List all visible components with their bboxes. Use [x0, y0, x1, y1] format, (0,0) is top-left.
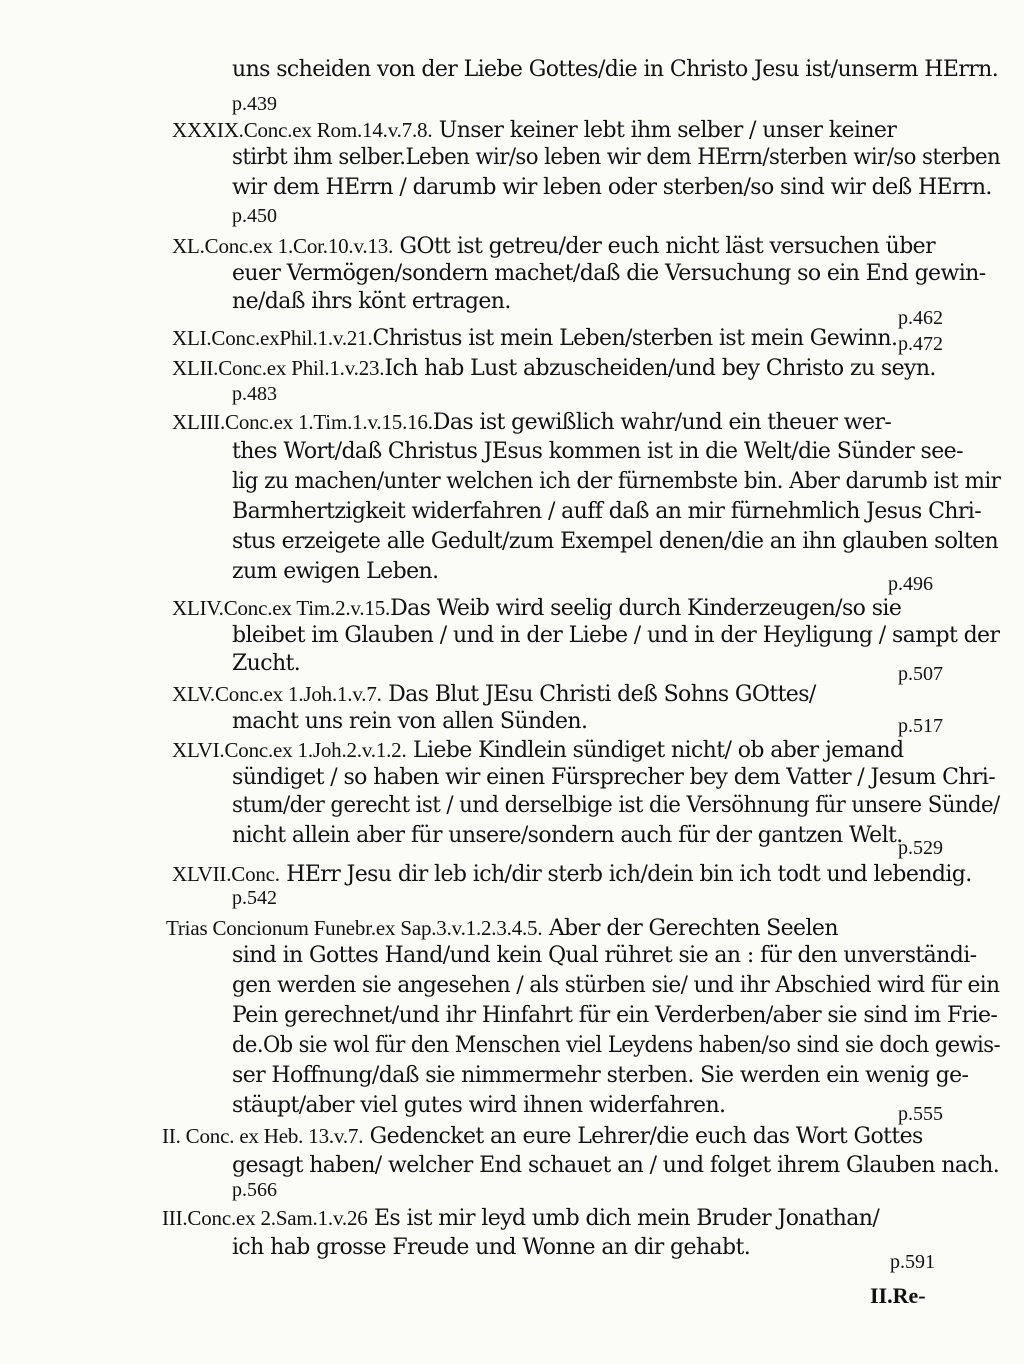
- text-line: stum/der gerecht ist / und derselbige ist die Versöhnung für unsere Sünde/: [232, 793, 1000, 818]
- text-line: de.Ob sie wol für den Menschen viel Leydens haben/so sind sie doch gewis-: [232, 1033, 1000, 1058]
- text-line: uns scheiden von der Liebe Gottes/die in Christo Jesu ist/unserm HErrn.: [232, 57, 999, 82]
- sermon-label: Trias Concionum Funebr.ex Sap.3.v.1.2.3.4.5.: [166, 916, 543, 940]
- text-line: wir dem HErrn / darumb wir leben oder sterben/so sind wir deß HErrn.: [232, 175, 992, 200]
- sermon-label: XLI.Conc.exPhil.1.v.21.: [172, 326, 373, 350]
- text-line: gesagt haben/ welcher End schauet an / und folget ihrem Glauben nach.: [232, 1153, 1000, 1178]
- text-line: ich hab grosse Freude und Wonne an dir gehabt.: [232, 1235, 751, 1260]
- sermon-entry-line: XLI.Conc.exPhil.1.v.21.Christus ist mein Leben/sterben ist mein Gewinn.: [172, 326, 898, 351]
- page-reference: p.566: [232, 1179, 277, 1201]
- page-reference: p.496: [888, 573, 933, 595]
- sermon-entry-line: II. Conc. ex Heb. 13.v.7. Gedencket an eure Lehrer/die euch das Wort Gottes: [162, 1124, 923, 1149]
- sermon-entry-line: XL.Conc.ex 1.Cor.10.v.13. GOtt ist getreu/der euch nicht läst versuchen über: [172, 234, 936, 259]
- text-line: ser Hoffnung/daß sie nimmermehr sterben. Sie werden ein wenig ge-: [232, 1063, 969, 1088]
- text-line: stus erzeigete alle Gedult/zum Exempel denen/die an ihn glauben solten: [232, 529, 999, 554]
- page-reference: p.542: [232, 887, 277, 909]
- text-line: stirbt ihm selber.Leben wir/so leben wir dem HErrn/sterben wir/so sterben: [232, 145, 1001, 170]
- sermon-label: II. Conc. ex Heb. 13.v.7.: [162, 1124, 364, 1148]
- sermon-entry-line: XLIV.Conc.ex Tim.2.v.15.Das Weib wird seelig durch Kinderzeugen/so sie: [172, 596, 902, 621]
- text-line: euer Vermögen/sondern machet/daß die Versuchung so ein End gewin-: [232, 261, 986, 286]
- text-line: stäupt/aber viel gutes wird ihnen widerfahren.: [232, 1093, 726, 1118]
- catchword: II.Re-: [870, 1283, 926, 1308]
- text-line: Zucht.: [232, 651, 301, 676]
- page-reference: p.555: [898, 1103, 943, 1125]
- text-line: nicht allein aber für unsere/sondern auch für der gantzen Welt.: [232, 823, 903, 848]
- page-reference: p.439: [232, 93, 277, 115]
- sermon-label: XLIV.Conc.ex Tim.2.v.15.: [172, 596, 391, 620]
- sermon-label: III.Conc.ex 2.Sam.1.v.26: [162, 1206, 368, 1230]
- page-reference: p.591: [890, 1251, 935, 1273]
- sermon-entry-line: XLV.Conc.ex 1.Joh.1.v.7. Das Blut JEsu Christi deß Sohns GOttes/: [172, 682, 816, 707]
- text-line: bleibet im Glauben / und in der Liebe / und in der Heyligung / sampt der: [232, 623, 1000, 648]
- sermon-entry-line: XXXIX.Conc.ex Rom.14.v.7.8. Unser keiner lebt ihm selber / unser keiner: [172, 118, 897, 143]
- sermon-label: XLVI.Conc.ex 1.Joh.2.v.1.2.: [172, 738, 407, 762]
- text-line: lig zu machen/unter welchen ich der fürnembste bin. Aber darumb ist mir: [232, 469, 1001, 494]
- text-line: zum ewigen Leben.: [232, 559, 439, 584]
- sermon-entry-line: III.Conc.ex 2.Sam.1.v.26 Es ist mir leyd umb dich mein Bruder Jonathan/: [162, 1206, 880, 1231]
- page-reference: p.472: [898, 333, 943, 355]
- page-reference: p.529: [898, 837, 943, 859]
- sermon-label: XL.Conc.ex 1.Cor.10.v.13.: [172, 234, 394, 258]
- text-line: sündiget / so haben wir einen Fürsprecher bey dem Vatter / Jesum Chri-: [232, 765, 996, 790]
- sermon-label: XLII.Conc.ex Phil.1.v.23.: [172, 356, 385, 380]
- text-line: macht uns rein von allen Sünden.: [232, 709, 588, 734]
- sermon-label: XLV.Conc.ex 1.Joh.1.v.7.: [172, 682, 382, 706]
- sermon-entry-line: XLIII.Conc.ex 1.Tim.1.v.15.16.Das ist gewißlich wahr/und ein theuer wer-: [172, 410, 892, 435]
- text-line: gen werden sie angesehen / als stürben sie/ und ihr Abschied wird für ein: [232, 973, 1000, 998]
- text-line: Pein gerechnet/und ihr Hinfahrt für ein Verderben/aber sie sind im Frie-: [232, 1003, 998, 1028]
- page-reference: p.517: [898, 715, 943, 737]
- text-line: sind in Gottes Hand/und kein Qual rühret sie an : für den unverständi-: [232, 943, 977, 968]
- page-reference: p.450: [232, 205, 277, 227]
- sermon-label: XLVII.Conc.: [172, 862, 280, 886]
- sermon-label: XXXIX.Conc.ex Rom.14.v.7.8.: [172, 118, 433, 142]
- text-line: thes Wort/daß Christus JEsus kommen ist in die Welt/die Sünder see-: [232, 439, 963, 464]
- sermon-entry-line: Trias Concionum Funebr.ex Sap.3.v.1.2.3.4.5. Aber der Gerechten Seelen: [166, 916, 838, 941]
- page-reference: p.462: [898, 307, 943, 329]
- sermon-entry-line: XLVI.Conc.ex 1.Joh.2.v.1.2. Liebe Kindlein sündiget nicht/ ob aber jemand: [172, 738, 904, 763]
- text-line: Barmhertzigkeit widerfahren / auff daß an mir fürnehmlich Jesus Chri-: [232, 499, 982, 524]
- page-reference: p.483: [232, 383, 277, 405]
- sermon-entry-line: XLVII.Conc. HErr Jesu dir leb ich/dir sterb ich/dein bin ich todt und lebendig.: [172, 862, 972, 887]
- sermon-entry-line: XLII.Conc.ex Phil.1.v.23.Ich hab Lust abzuscheiden/und bey Christo zu seyn.: [172, 356, 936, 381]
- page-reference: p.507: [898, 663, 943, 685]
- sermon-label: XLIII.Conc.ex 1.Tim.1.v.15.16.: [172, 410, 433, 434]
- text-line: ne/daß ihrs könt ertragen.: [232, 289, 511, 314]
